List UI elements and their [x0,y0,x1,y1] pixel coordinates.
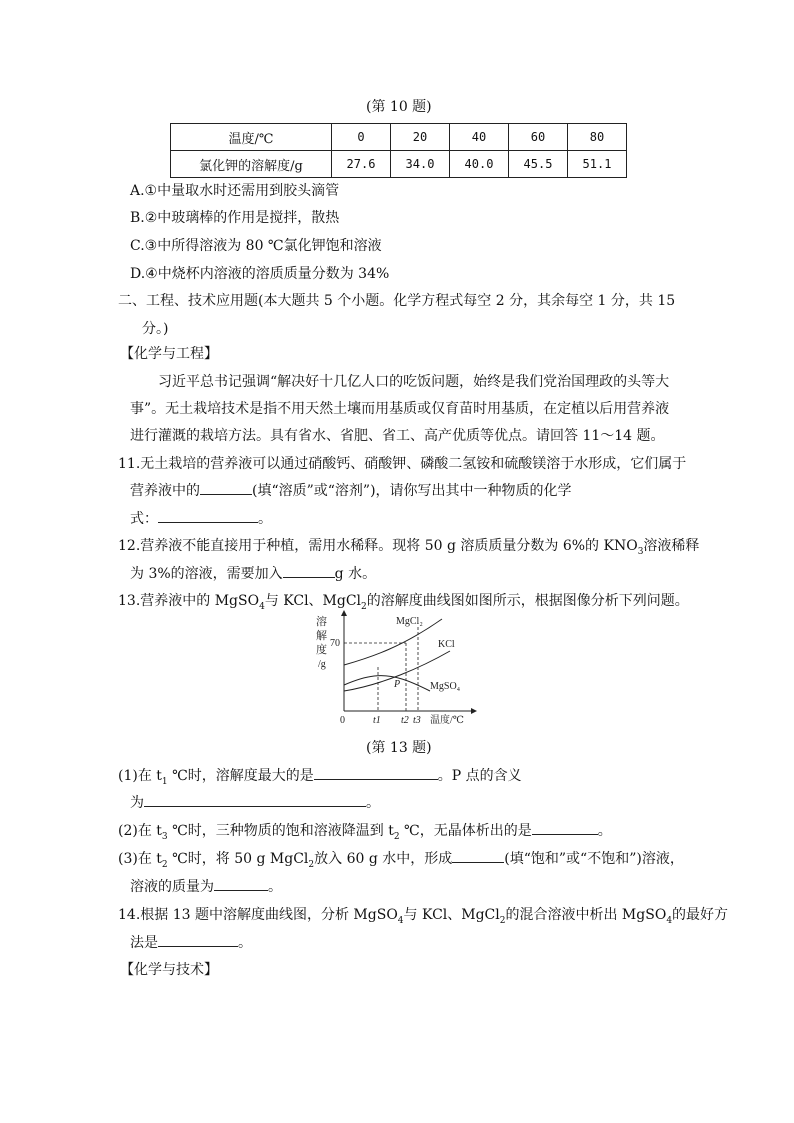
y-axis-label: 度 [316,644,327,656]
q14-text: 14.根据 13 题中溶解度曲线图，分析 MgSO [118,907,398,923]
mgcl2-label: MgCl₂ [396,616,423,627]
q13-text: 的溶解度曲线图如图所示，根据图像分析下列问题。 [366,593,689,609]
q13-text: ℃时，溶解度最大的是 [167,768,314,784]
q13-text: (1)在 t [118,768,162,784]
subscript: 4 [397,915,404,926]
table-header-temp: 温度/℃ [171,124,332,151]
intro-paragraph-line: 事”。无土栽培技术是指不用天然土壤而用基质或仅育苗时用基质，在定植以后用营养液 [130,401,670,417]
table-cell: 80 [568,124,627,151]
intro-paragraph-line: 习近平总书记强调“解决好十几亿人口的吃饭问题，始终是我们党治国理政的头等大 [158,374,670,390]
y-axis-label: 解 [316,630,327,642]
q13-part-3 [118,848,684,870]
q14-line-1 [118,904,728,926]
table-cell: 34.0 [391,151,450,178]
q13-caption: (第 13 题) [366,740,432,756]
q11-text: 营养液中的 [130,483,200,499]
q10-option-a: A.①中量取水时还需用到胶头滴管 [130,183,340,199]
answer-blank[interactable] [144,792,366,807]
q11-line-3 [130,508,272,528]
x-tick-t3: t3 [413,715,421,726]
answer-blank[interactable] [283,563,335,578]
subscript: 1 [161,776,168,787]
point-p-label: P [394,679,401,690]
technology-tag: 【化学与技术】 [120,962,218,978]
answer-blank[interactable] [158,508,258,523]
kcl-label: KCl [438,639,455,650]
q13-text: 。 [366,795,380,811]
q10-option-c: C.③中所得溶液为 80 ℃氯化钾饱和溶液 [130,238,382,254]
subscript: 2 [393,831,400,842]
x-tick-t1: t1 [373,715,381,726]
table-cell: 60 [509,124,568,151]
subscript: 2 [161,859,168,870]
subscript: 4 [259,601,265,612]
y-axis-label: 溶 [316,616,327,628]
answer-blank[interactable] [158,932,238,947]
answer-blank[interactable] [200,480,252,495]
q10-option-b: B.②中玻璃棒的作用是搅拌，散热 [130,210,340,226]
q13-text: 13.营养液中的 MgSO [118,593,260,609]
x-tick-0: 0 [340,715,345,726]
q13-part-2 [118,820,612,842]
q11-text: 。 [258,511,272,527]
subscript: 3 [637,546,644,557]
solubility-curve-chart [312,607,482,727]
q10-caption: (第 10 题) [366,99,432,115]
q12-text: 为 3%的溶液，需要加入 [130,566,283,582]
mgcl2-curve [344,619,442,665]
table-row [171,124,627,151]
intro-paragraph-line: 进行灌溉的栽培方法。具有省水、省肥、省工、高产优质等优点。请回答 11～14 题。 [130,428,665,444]
q12-text: g 水。 [334,566,377,582]
answer-blank[interactable] [214,876,268,891]
q12-text: 溶液稀释 [643,538,700,554]
answer-blank[interactable] [452,848,504,863]
q11-line-2 [130,480,572,500]
q13-part-1-cont [130,792,380,812]
q13-part-1 [118,765,522,787]
subscript: 2 [308,859,315,870]
q13-text: (2)在 t [118,823,162,839]
y-axis-label: /g [318,659,326,670]
section-2-heading-cont: 分。) [142,321,169,337]
q13-text: 放入 60 g 水中，形成 [314,851,453,867]
q12-line-2 [130,563,376,583]
q13-text: 与 KCl、MgCl [264,593,362,609]
table-cell: 40 [450,124,509,151]
q11-text: 式： [130,511,158,527]
table-header-solubility: 氯化钾的溶解度/g [171,151,332,178]
subscript: 4 [666,915,673,926]
q13-part-3-cont [130,876,282,896]
q13-text: ℃，无晶体析出的是 [399,823,532,839]
q13-text: 为 [130,795,144,811]
table-cell: 51.1 [568,151,627,178]
q11-line-1: 11.无土栽培的营养液可以通过硝酸钙、硝酸钾、磷酸二氢铵和硫酸镁溶于水形成，它们属于 [118,456,687,472]
q13-text: (填“饱和”或“不饱和”)溶液， [504,851,684,867]
table-cell: 0 [332,124,391,151]
q13-text: ℃时，将 50 g MgCl [167,851,309,867]
q13-text: ℃时，三种物质的饱和溶液降温到 t [167,823,394,839]
q13-text: (3)在 t [118,851,162,867]
answer-blank[interactable] [314,765,438,780]
y-tick-70: 70 [330,638,340,649]
q14-text: 。 [238,935,252,951]
q12-line-1 [118,535,699,557]
table-cell: 20 [391,124,450,151]
x-axis-label: 温度/℃ [430,715,464,726]
q13-text: 。 [268,879,282,895]
answer-blank[interactable] [532,820,598,835]
table-cell: 45.5 [509,151,568,178]
q13-text: 溶液的质量为 [130,879,214,895]
table-cell: 40.0 [450,151,509,178]
subscript: 2 [499,915,506,926]
q14-line-2 [130,932,252,952]
section-2-heading: 二、工程、技术应用题(本大题共 5 个小题。化学方程式每空 2 分，其余每空 1 分，共 15 [118,293,676,309]
subscript: 3 [161,831,168,842]
q13-text: 。 [597,823,612,839]
q10-option-d: D.④中烧杯内溶液的溶质质量分数为 34% [130,266,390,282]
q11-text: (填“溶质”或“溶剂”)，请你写出其中一种物质的化学 [252,483,572,499]
q14-text: 法是 [130,935,158,951]
solubility-table [170,123,627,178]
x-tick-t2: t2 [401,715,409,726]
q14-text: 的混合溶液中析出 MgSO [505,907,667,923]
mgso4-label: MgSO₄ [430,681,461,692]
q14-text: 与 KCl、MgCl [403,907,500,923]
engineering-tag: 【化学与工程】 [120,346,218,362]
subscript: 2 [361,601,367,612]
table-row [171,151,627,178]
table-cell: 27.6 [332,151,391,178]
q14-text: 的最好方 [672,907,729,923]
q12-text: 12.营养液不能直接用于种植，需用水稀释。现将 50 g 溶质质量分数为 6%的 KNO [118,538,638,554]
q13-text: 。P 点的含义 [437,768,522,784]
